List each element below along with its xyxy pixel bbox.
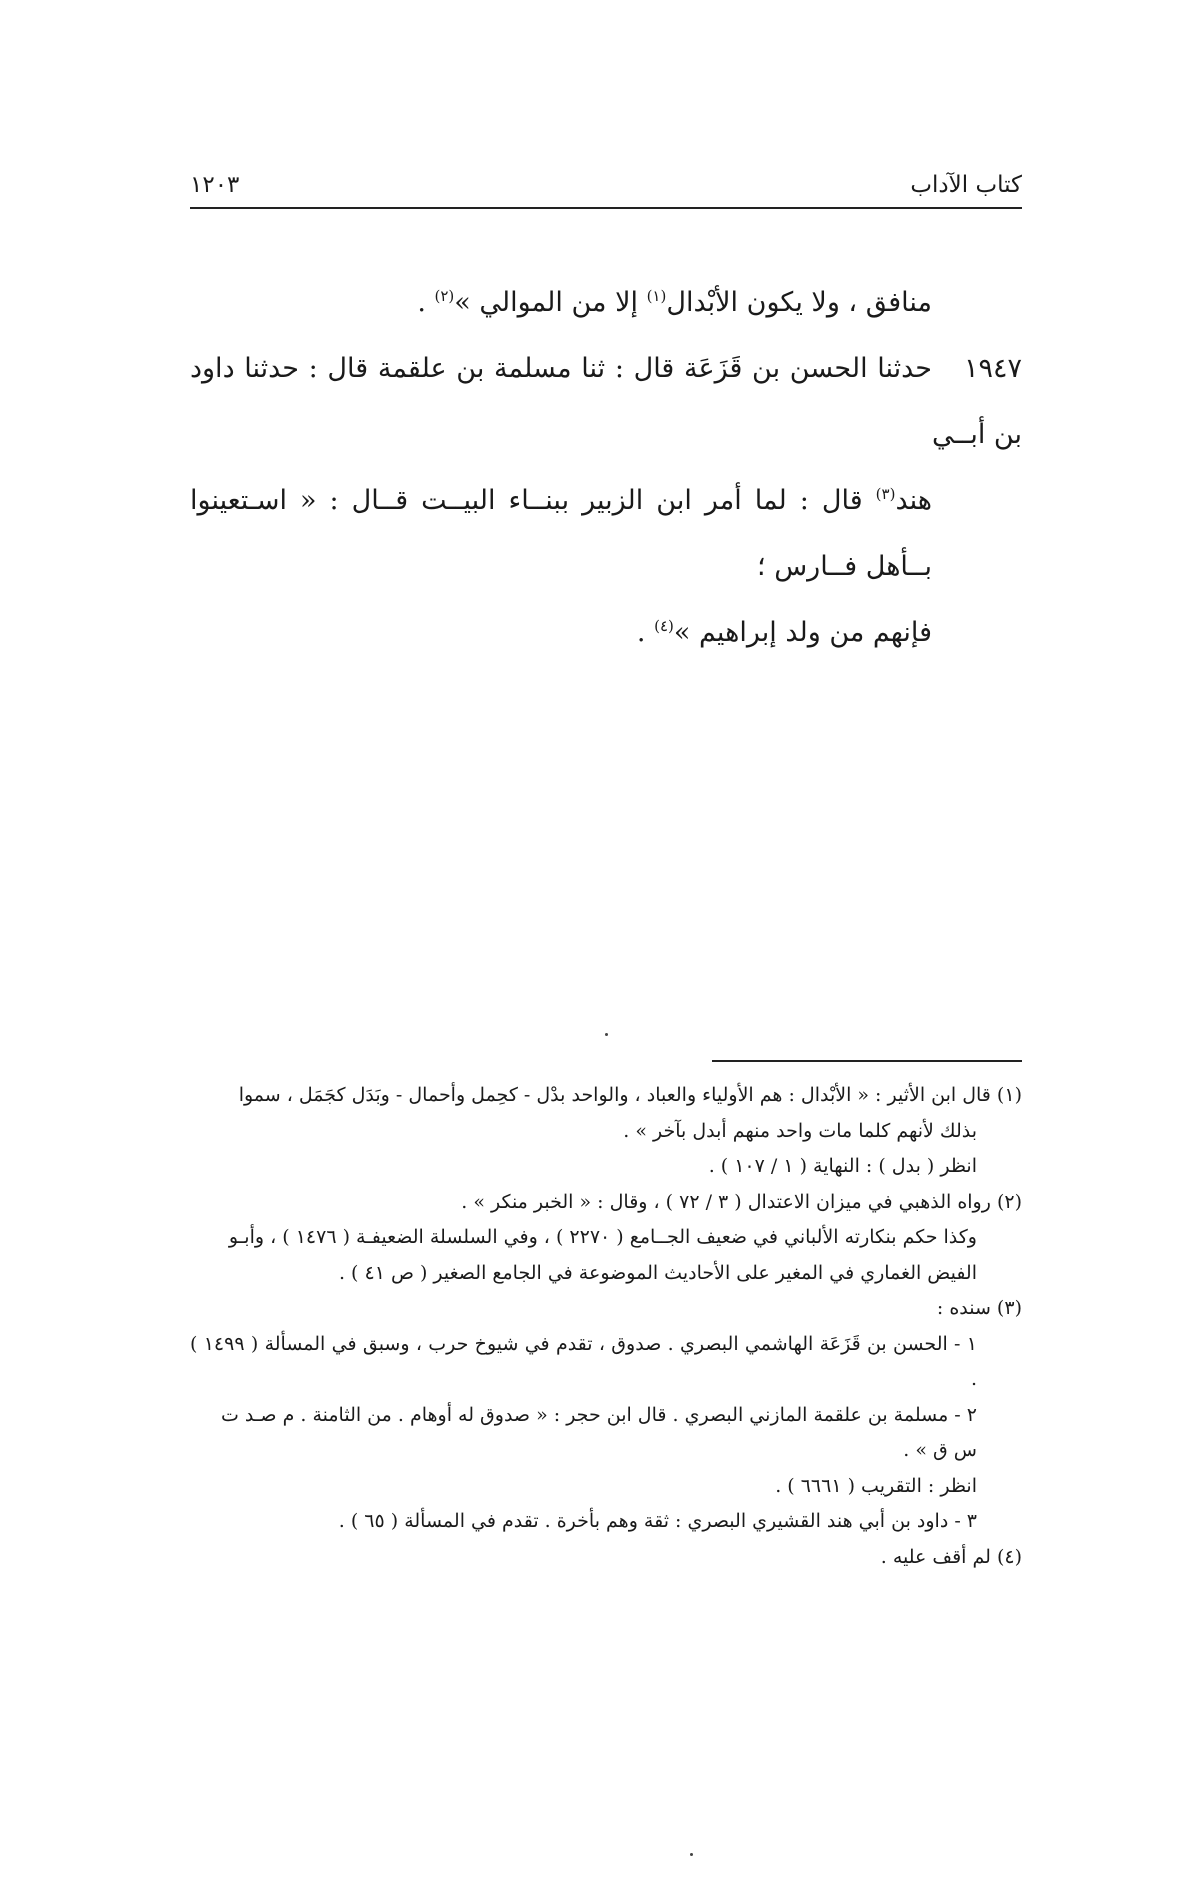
footnote-1-line: بذلك لأنهم كلما مات واحد منهم أبدل بآخر » . [623,1119,977,1142]
speck [690,1853,693,1856]
footnote-3-line: ١ - الحسن بن قَزَعَة الهاشمي البصري . صدوق ، تقدم في شيوخ حرب ، وسبق في المسألة ( ١٤٩٩ ) . [190,1332,978,1390]
footnote-ref: (١) [646,287,667,305]
footnote-ref: (٣) [875,485,896,503]
footnote-ref: (٤) [654,617,674,635]
entry-text-line1: حدثنا الحسن بن قَزَعَة قال : ثنا مسلمة بن علقمة قال : حدثنا داود بن أبــي [190,353,1022,450]
footnotes [190,1078,1022,1575]
entry-number: ١٩٤٧ [963,353,1022,384]
hadith-entry [190,336,1022,468]
page-number: ١٢٠٣ [190,172,240,198]
running-header [190,172,1022,208]
entry-text-line2: هند$^{(٣)}$ قال : لما أمر ابن الزبير ببنــاء البيــت قــال : « اسـتعينوا بــأهل فــارس ؛ [190,485,932,582]
main-text [190,270,1022,666]
footnote-3-line: س ق » . [903,1439,977,1461]
footnote-2-line: (٢) رواه الذهبي في ميزان الاعتدال ( ٣ / ٧٢ ) ، وقال : « الخبر منكر » . [461,1190,1022,1213]
entry-text-line3: فإنهم من ولد إبراهيم »$^{(٤)}$ . [636,617,932,648]
footnote-2-line: الفيض الغماري في المغير على الأحاديث الموضوعة في الجامع الصغير ( ص ٤١ ) . [338,1261,977,1284]
footnote-1-line: (١) قال ابن الأثير : « الأبْدال : هم الأولياء والعباد ، والواحد بدْل - كحِمل وأحمال - وبَدَل كجَمَل ، سموا [238,1084,1022,1106]
footnote-rule [712,1060,1022,1062]
continuation-line: منافق ، ولا يكون الأبْدال$^{(١)}$ إلا من الموالي »$^{(٢)}$ . [417,287,932,318]
footnote-ref: (٢) [434,287,455,305]
footnote-3-line: ٢ - مسلمة بن علقمة المازني البصري . قال ابن حجر : « صدوق له أوهام . من الثامنة . م صـد ت [220,1403,977,1426]
header-rule [190,207,1022,209]
footnote-4-line: (٤) لم أقف عليه . [880,1545,1022,1568]
chapter-title: كتاب الآداب [910,172,1022,198]
footnote-3-line: انظر : التقريب ( ٦٦٦١ ) . [775,1474,977,1497]
speck [605,1033,608,1036]
footnote-3-line: (٣) سنده : [936,1297,1022,1319]
footnote-1-line: انظر ( بدل ) : النهاية ( ١ / ١٠٧ ) . [708,1155,977,1177]
footnote-3-line: ٣ - داود بن أبي هند القشيري البصري : ثقة وهم بأخرة . تقدم في المسألة ( ٦٥ ) . [338,1510,977,1532]
footnote-2-line: وكذا حكم بنكارته الألباني في ضعيف الجــامع ( ٢٢٧٠ ) ، وفي السلسلة الضعيفـة ( ١٤٧٦ ) ، وأبـو [228,1226,977,1248]
